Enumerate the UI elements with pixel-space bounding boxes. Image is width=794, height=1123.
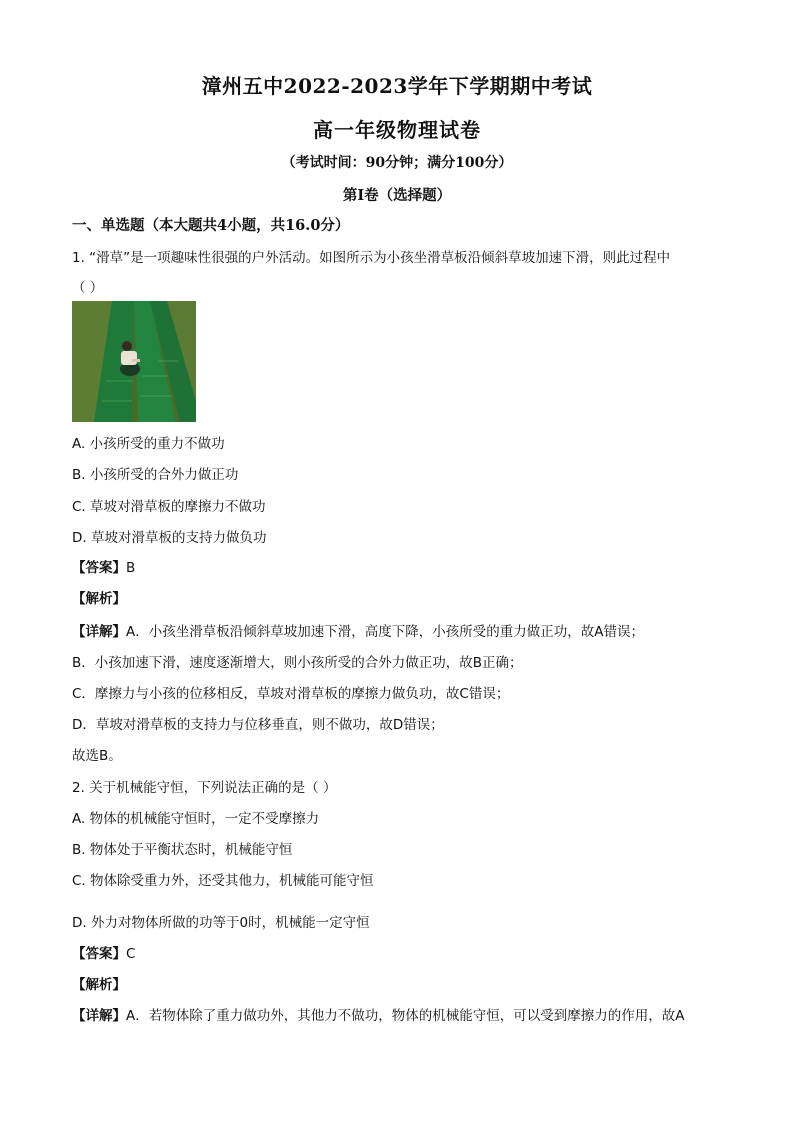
q1-option-a: A. 小孩所受的重力不做功 — [72, 436, 225, 452]
q2-option-c: C. 物体除受重力外，还受其他力，机械能可能守恒 — [72, 873, 374, 889]
q1-answer-label: 【答案】 — [72, 560, 126, 576]
q2-answer-label: 【答案】 — [72, 946, 126, 962]
q2-answer-value: C — [126, 946, 136, 962]
section-heading: 一、单选题（本大题共4小题，共16.0分） — [72, 217, 350, 234]
q2-analysis-tag: 【解析】 — [72, 977, 126, 993]
q2-detail-label: 【详解】 — [72, 1008, 126, 1024]
exam-subtitle: 高一年级物理试卷 — [313, 118, 481, 142]
q2-option-b: B. 物体处于平衡状态时，机械能守恒 — [72, 842, 293, 858]
q2-option-a: A. 物体的机械能守恒时，一定不受摩擦力 — [72, 811, 320, 827]
q1-detail-line4: D．草坡对滑草板的支持力与位移垂直，则不做功，故D错误； — [72, 717, 444, 733]
q1-detail-line1 — [72, 620, 644, 640]
exam-info: （考试时间：90分钟；满分100分） — [281, 155, 513, 171]
q1-detail-line3: C．摩擦力与小孩的位移相反，草坡对滑草板的摩擦力做负功，故C错误； — [72, 686, 510, 702]
q2-option-d: D. 外力对物体所做的功等于0时，机械能一定守恒 — [72, 915, 370, 931]
q1-analysis-label — [72, 587, 126, 607]
q1-answer-value: B — [126, 560, 136, 576]
q2-stem: 2. 关于机械能守恒，下列说法正确的是（ ） — [72, 780, 337, 796]
q2-analysis-label — [72, 973, 126, 993]
q1-detail-line2: B．小孩加速下滑，速度逐渐增大，则小孩所受的合外力做正功，故B正确； — [72, 655, 523, 671]
volume-heading: 第I卷（选择题） — [342, 187, 452, 204]
q2-detail-text1: A．若物体除了重力做功外，其他力不做功，物体的机械能守恒，可以受到摩擦力的作用，故A — [126, 1008, 685, 1024]
q2-detail-line1 — [72, 1004, 684, 1024]
exam-title: 漳州五中2022-2023学年下学期期中考试 — [201, 74, 593, 98]
q1-stem-line1: 1. “滑草”是一项趣味性很强的户外活动。如图所示为小孩坐滑草板沿倾斜草坡加速下滑，则此过程中 — [72, 250, 671, 266]
q1-detail-label: 【详解】 — [72, 624, 126, 640]
q1-answer — [72, 556, 135, 576]
grass-sliding-illustration — [72, 301, 196, 422]
q2-answer — [72, 942, 135, 962]
q1-conclusion: 故选B。 — [72, 748, 122, 764]
grass-sliding-photo — [72, 301, 196, 422]
q1-option-d: D. 草坡对滑草板的支持力做负功 — [72, 530, 267, 546]
q1-stem-line2: （ ） — [72, 280, 104, 296]
q1-analysis-tag: 【解析】 — [72, 591, 126, 607]
q1-option-b: B. 小孩所受的合外力做正功 — [72, 467, 239, 483]
q1-option-c: C. 草坡对滑草板的摩擦力不做功 — [72, 499, 266, 515]
q1-detail-text1: A．小孩坐滑草板沿倾斜草坡加速下滑，高度下降，小孩所受的重力做正功，故A错误； — [126, 624, 644, 640]
